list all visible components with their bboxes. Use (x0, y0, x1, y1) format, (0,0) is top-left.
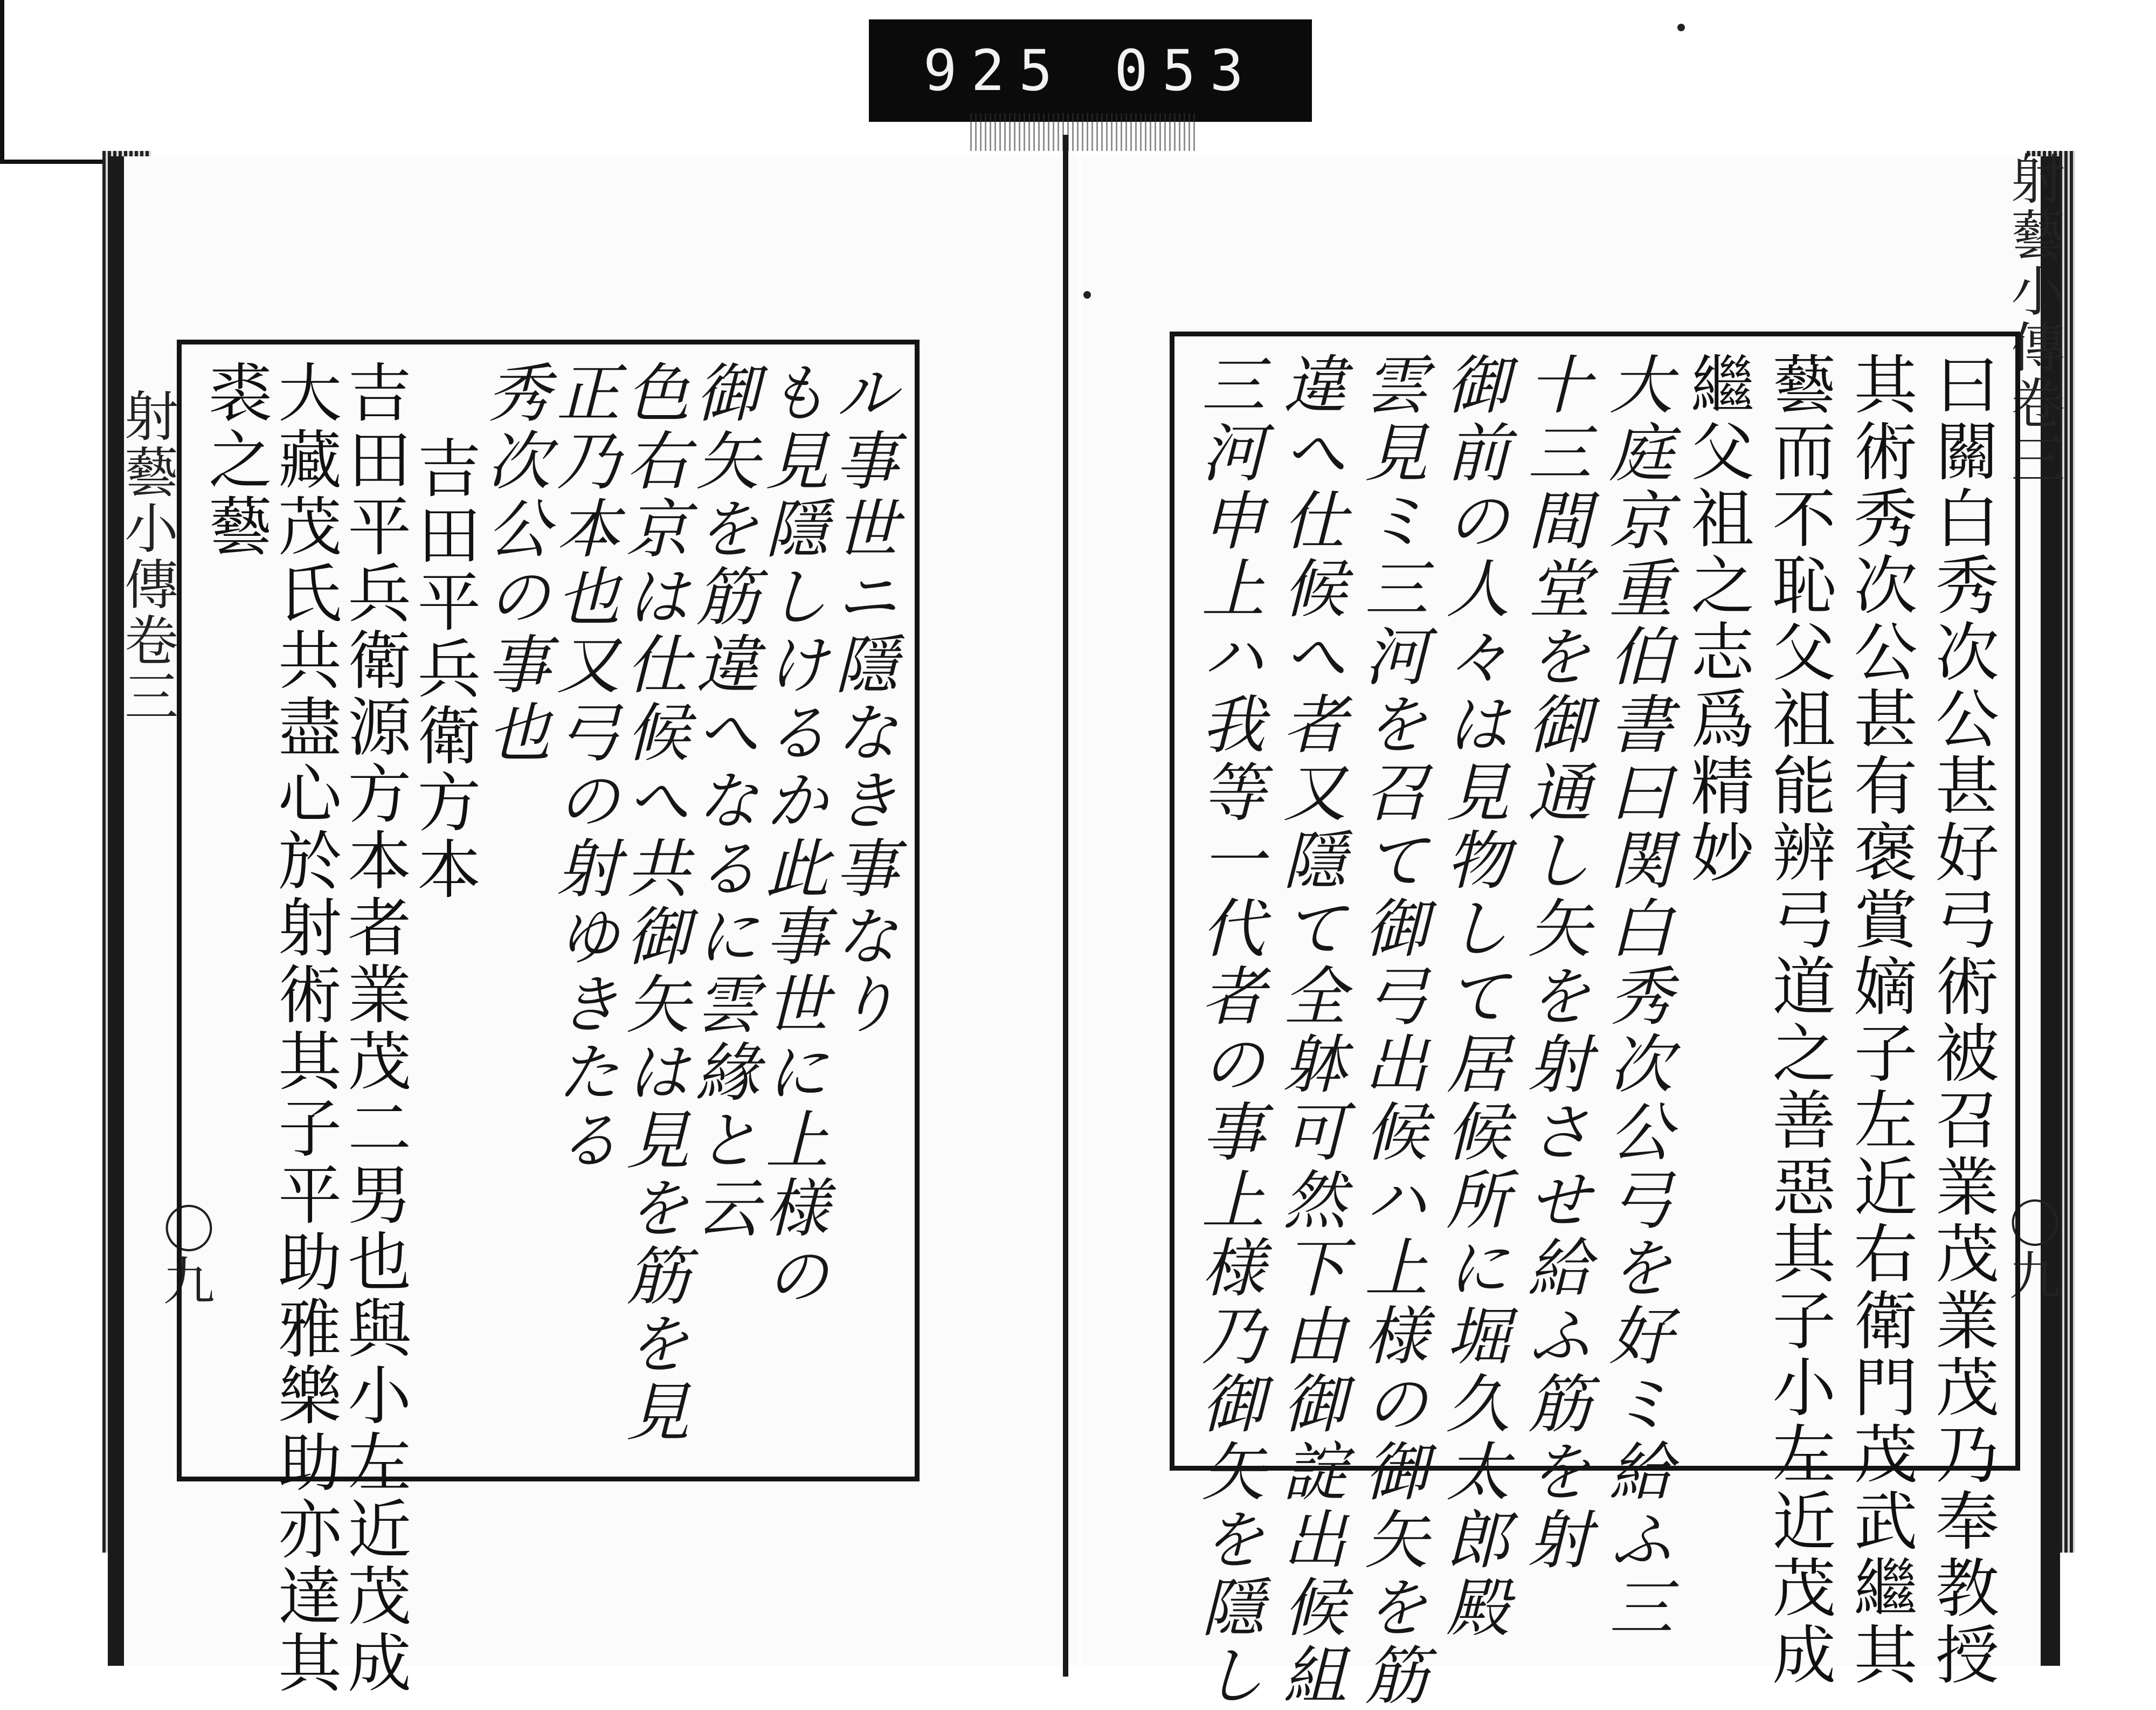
scan-frame-top-left (0, 0, 4, 162)
scan-speck (1677, 24, 1685, 31)
text-column: 其術秀次公甚有褒賞嫡子左近右衛門茂武繼其 (1843, 351, 1918, 1688)
text-column: 繼父祖之志爲精妙 (1680, 351, 1754, 886)
text-column: ル事世ニ隱なき事なり (824, 360, 899, 1039)
text-column: 秀次公の事也 (476, 360, 551, 767)
right-margin-title: 射藝小傳卷三 (2002, 151, 2065, 487)
text-column: 御前の人々は見物して居候所に堀久太郎殿 (1435, 351, 1510, 1642)
book-gutter (1063, 135, 1068, 1677)
section-heading: 吉田平兵衛方本 (406, 435, 481, 903)
text-column: 大藏茂氏共盡心於射術其子平助雅樂助亦達其 (267, 360, 342, 1697)
left-margin-title: 射藝小傳卷三 (115, 388, 178, 725)
spine-damage (970, 113, 1197, 151)
right-folio: 〇九 (2001, 1197, 2061, 1300)
text-column: も見隱しけるか此事世に上様の (754, 360, 829, 1311)
text-column: 大庭京重伯書曰関白秀次公弓を好ミ給ふ三 (1598, 351, 1673, 1642)
left-text-frame (177, 340, 920, 1697)
text-column: 色右京は仕候へ共御矢は見を筋を見 (615, 360, 690, 1446)
left-text-columns (182, 344, 915, 1697)
text-column: 違へ仕候へ者又隱て全躰可然下由御諚出候組 (1272, 351, 1347, 1710)
text-column: 正乃本也又弓の射ゆきたる (545, 360, 620, 1175)
text-column: 雲見ミ三河を召て御弓出候ハ上様の御矢を筋 (1353, 351, 1428, 1710)
text-column: 御矢を筋違へなるに雲緣と云 (685, 360, 759, 1243)
scan-speck (1083, 291, 1091, 299)
left-folio: 〇九 (155, 1202, 215, 1306)
accession-number-label: 925 053 (869, 19, 1312, 122)
text-column: 十三間堂を御通し矢を射させ給ふ筋を射 (1517, 351, 1592, 1574)
right-text-frame (1170, 332, 2020, 1710)
text-column: 吉田平兵衛源方本者業茂二男也與小左近茂成 (337, 360, 412, 1697)
text-column: 藝而不恥父祖能辨弓道之善惡其子小左近茂成 (1761, 351, 1836, 1688)
text-column: 曰關白秀次公甚好弓術被召業茂業茂乃奉教授 (1924, 351, 1999, 1688)
text-column: 三河申上ハ我等一代者の事上様乃御矢を隱し (1191, 351, 1265, 1710)
right-text-columns (1174, 336, 2015, 1710)
text-column: 裘之藝 (198, 360, 272, 560)
scan-frame-left-rule (0, 160, 108, 164)
